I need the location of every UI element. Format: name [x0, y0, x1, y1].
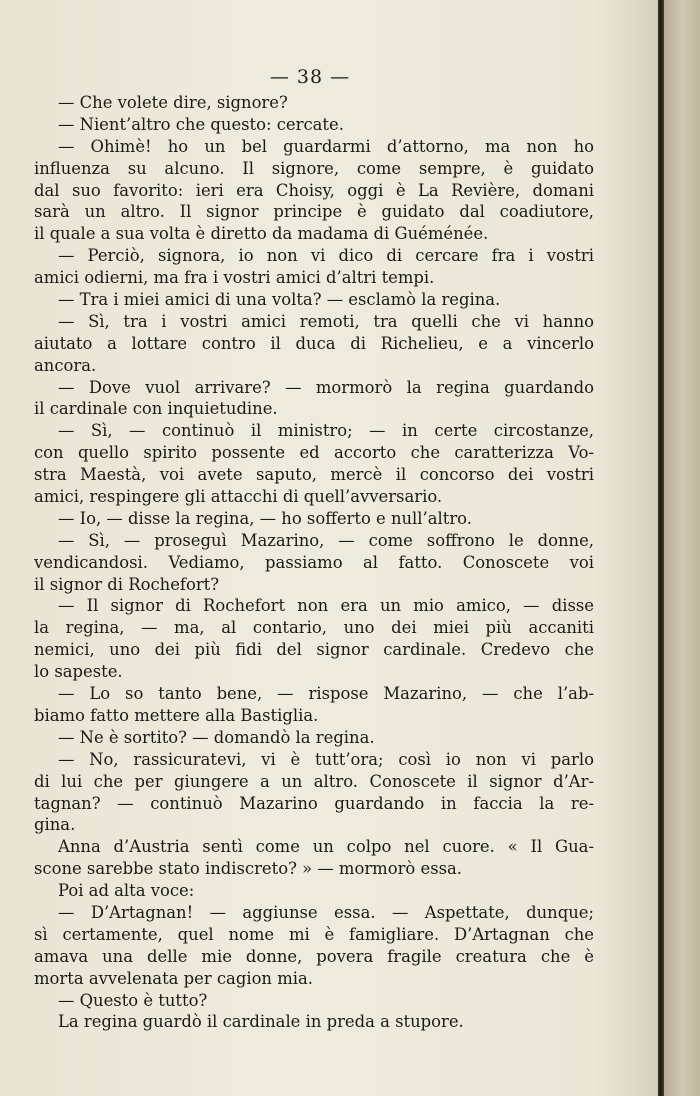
text-line: — Sì, tra i vostri amici remoti, tra quelli che vi hanno — [58, 311, 594, 331]
text-line: amava una delle mie donne, povera fragile creatura che è — [34, 946, 594, 966]
text-line: — Io, — disse la regina, — ho sofferto e null’altro. — [58, 508, 472, 528]
text-line: amici, respingere gli attacchi di quell’avversario. — [34, 487, 443, 507]
text-line: gina. — [34, 815, 76, 835]
text-line: sì certamente, quel nome mi è famigliare. D’Artagnan che — [34, 924, 594, 944]
text-line: morta avvelenata per cagion mia. — [34, 968, 313, 988]
text-line: — Ne è sortito? — domandò la regina. — [58, 727, 375, 747]
text-line: La regina guardò il cardinale in preda a stupore. — [58, 1012, 464, 1032]
text-line: — Dove vuol arrivare? — mormorò la regina guardando — [58, 377, 594, 397]
text-line: aiutato a lottare contro il duca di Richelieu, e a vincerlo — [34, 333, 594, 353]
text-line: scone sarebbe stato indiscreto? » — mormorò essa. — [34, 859, 462, 879]
text-line: Poi ad alta voce: — [58, 881, 195, 901]
text-line: amici odierni, ma fra i vostri amici d’altri tempi. — [34, 268, 435, 288]
text-line: tagnan? — continuò Mazarino guardando in faccia la re- — [34, 793, 594, 813]
text-line: il quale a sua volta è diretto da madama di Guéménée. — [34, 224, 489, 244]
text-line: — Ohimè! ho un bel guardarmi d’attorno, ma non ho — [58, 136, 594, 156]
text-line: Anna d’Austria sentì come un colpo nel cuore. « Il Gua- — [58, 837, 594, 857]
text-line: — Sì, — proseguì Mazarino, — come soffrono le donne, — [58, 530, 594, 550]
text-line: con quello spirito possente ed accorto che caratterizza Vo- — [34, 443, 594, 463]
text-line: — No, rassicuratevi, vi è tutt’ora; così io non vi parlo — [58, 749, 594, 769]
text-line: — D’Artagnan! — aggiunse essa. — Aspettate, dunque; — [58, 902, 594, 922]
text-line: — Il signor di Rochefort non era un mio amico, — disse — [58, 596, 594, 616]
text-line: — Tra i miei amici di una volta? — esclamò la regina. — [58, 290, 501, 310]
text-line: il cardinale con inquietudine. — [34, 399, 278, 419]
text-line: di lui che per giungere a un altro. Conoscete il signor d’Ar- — [34, 771, 594, 791]
text-line: stra Maestà, voi avete saputo, mercè il concorso dei vostri — [34, 465, 594, 485]
text-line: — Lo so tanto bene, — rispose Mazarino, — che l’ab- — [58, 684, 594, 704]
text-line: — Sì, — continuò il ministro; — in certe circostanze, — [58, 421, 594, 441]
text-line: ancora. — [34, 355, 97, 375]
text-line: — Nient’altro che questo: cercate. — [58, 114, 344, 134]
text-line: — Perciò, signora, io non vi dico di cercare fra i vostri — [58, 246, 594, 266]
text-line: la regina, — ma, al contario, uno dei miei più accaniti — [34, 618, 594, 638]
text-line: influenza su alcuno. Il signore, come sempre, è guidato — [34, 158, 594, 178]
text-line: dal suo favorito: ieri era Choisy, oggi è La Revière, domani — [34, 180, 594, 200]
text-line: vendicandosi. Vediamo, passiamo al fatto. Conoscete voi — [34, 552, 594, 572]
text-line: lo sapeste. — [34, 662, 123, 682]
next-page-edge — [664, 0, 700, 1096]
text-line: sarà un altro. Il signor principe è guidato dal coadiutore, — [34, 202, 594, 222]
text-line: — Che volete dire, signore? — [58, 93, 288, 112]
text-line: nemici, uno dei più fidi del signor cardinale. Credevo che — [34, 640, 594, 660]
text-line: — Questo è tutto? — [58, 990, 208, 1010]
text-body — [34, 92, 594, 1033]
page-number: — 38 — — [269, 66, 351, 88]
text-line: biamo fatto mettere alla Bastiglia. — [34, 705, 319, 725]
text-line: il signor di Rochefort? — [34, 574, 220, 594]
